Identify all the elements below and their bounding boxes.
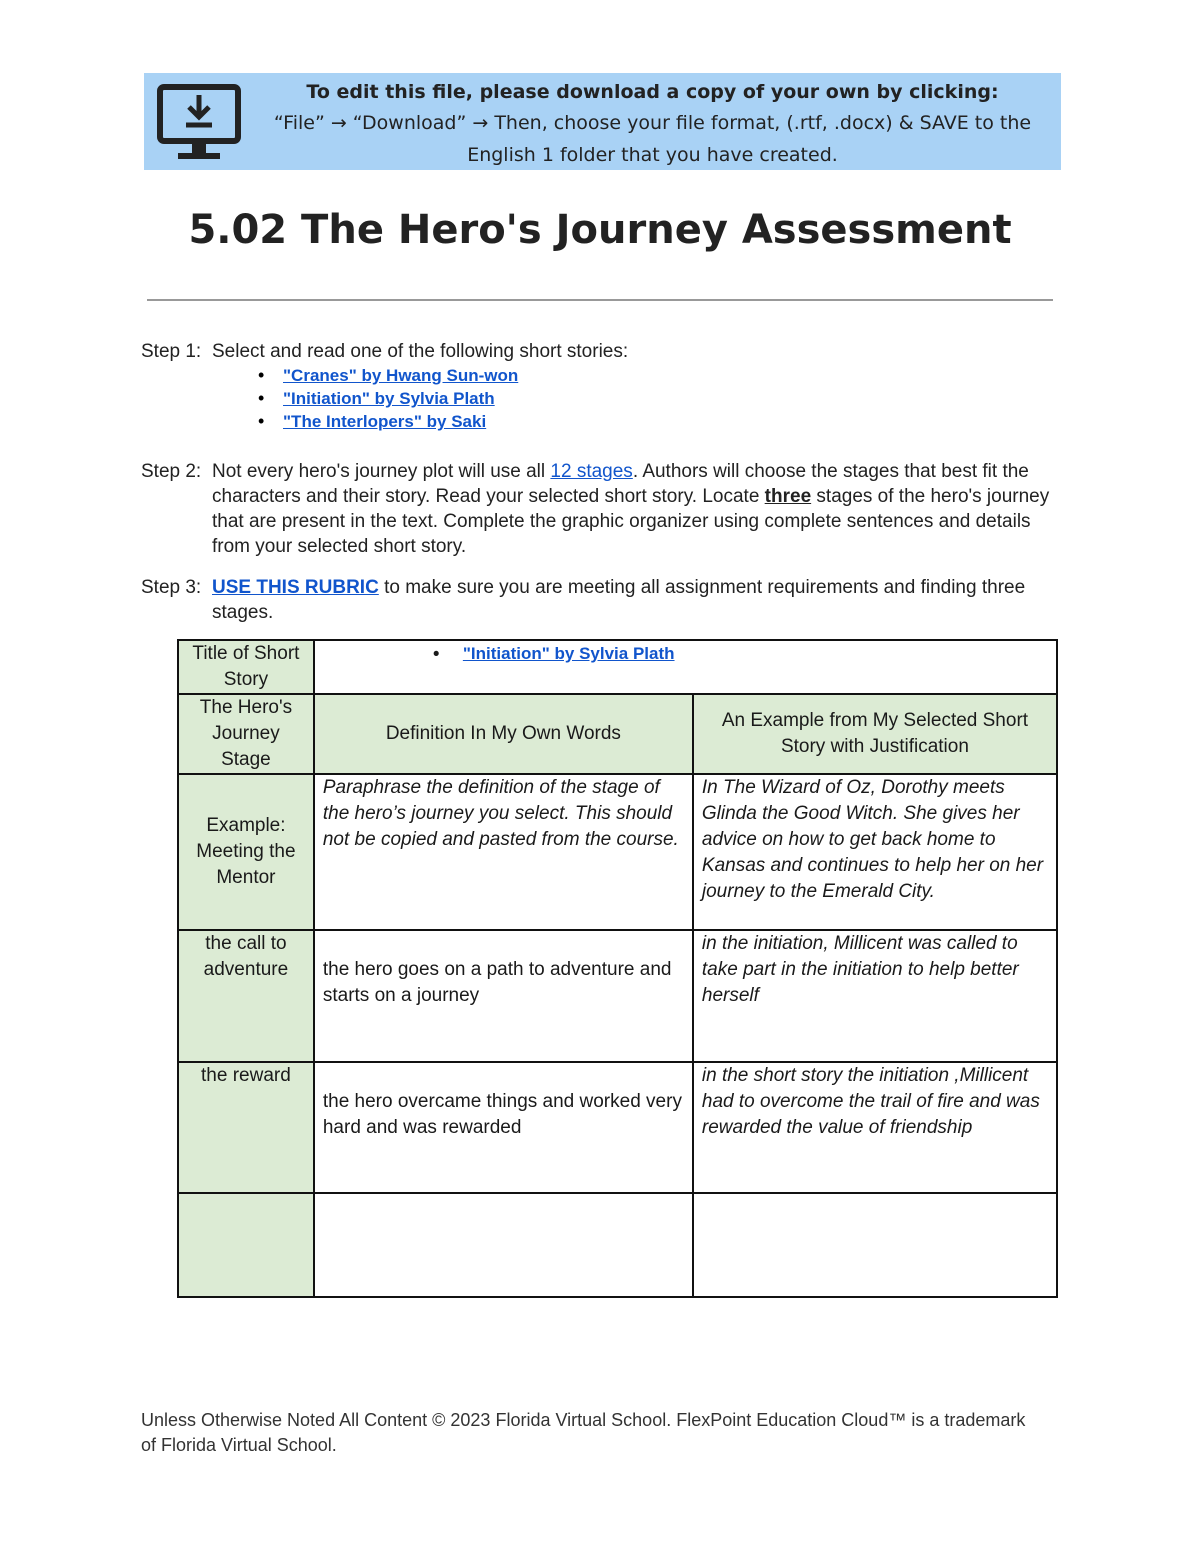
justification-cell[interactable] — [693, 1193, 1057, 1297]
table-row — [178, 1193, 1057, 1297]
step-3-text-rest: to make sure you are meeting all assignment requirements and finding three stages. — [212, 577, 1026, 623]
banner-line-1: To edit this file, please download a copy of your own by clicking: — [306, 81, 999, 103]
step-1 — [141, 339, 628, 364]
definition-cell[interactable]: the hero overcame things and worked very hard and was rewarded — [314, 1062, 693, 1193]
header-justification: An Example from My Selected Short Story with Justification — [693, 694, 1057, 774]
banner-line-3: English 1 folder that you have created. — [467, 144, 838, 166]
stage-cell[interactable] — [178, 1193, 314, 1297]
header-stage: The Hero's Journey Stage — [178, 694, 314, 774]
title-divider — [147, 299, 1053, 301]
stage-cell[interactable]: the call to adventure — [178, 930, 314, 1062]
step-2-text-pre: Not every hero's journey plot will use all — [212, 461, 551, 482]
table-row — [178, 930, 1057, 1062]
stage-cell[interactable]: the reward — [178, 1062, 314, 1193]
title-label-cell: Title of Short Story — [178, 640, 314, 694]
example-stage: Example: Meeting the Mentor — [178, 774, 314, 930]
table-row — [178, 1062, 1057, 1193]
list-item — [258, 364, 518, 387]
graphic-organizer-table — [177, 639, 1058, 1298]
step-2-label: Step 2: — [141, 461, 202, 482]
example-definition: Paraphrase the definition of the stage of the hero’s journey you select. This should not be copied and pasted from the course. — [314, 774, 693, 930]
step-2-text-post: stages of the hero's journey that are present in the text. Complete the graphic organizer using complete sentences and details from your selected short story. — [212, 486, 1050, 557]
list-item — [258, 387, 518, 410]
header-definition: Definition In My Own Words — [314, 694, 693, 774]
definition-cell[interactable] — [314, 1193, 693, 1297]
step-2 — [141, 459, 1056, 559]
twelve-stages-link[interactable]: 12 stages — [550, 461, 633, 482]
step-2-text — [141, 459, 1056, 559]
step-3-text — [141, 575, 1056, 625]
rubric-link[interactable]: USE THIS RUBRIC — [212, 577, 379, 598]
example-justification: In The Wizard of Oz, Dorothy meets Glinda the Good Witch. She gives her advice on how to get back home to Kansas and continues to help her on her journey to the Emerald City. — [693, 774, 1057, 930]
download-instructions-banner — [144, 73, 1061, 170]
story-list — [258, 364, 518, 433]
page-title: 5.02 The Hero's Journey Assessment — [188, 207, 1012, 253]
three-emphasis: three — [764, 486, 812, 507]
download-monitor-icon — [156, 81, 242, 163]
table-row-example — [178, 774, 1057, 930]
title-value-cell: • "Initiation" by Sylvia Plath — [314, 640, 1057, 694]
table-header-row — [178, 694, 1057, 774]
story-link-cranes[interactable]: "Cranes" by Hwang Sun-won — [283, 366, 519, 385]
copyright-footer: Unless Otherwise Noted All Content © 2023 Florida Virtual School. FlexPoint Education Cloud™ is a trademark of Florida Virtual School. — [141, 1410, 1026, 1455]
step-2-text-mid: . Authors will choose the stages that best fit the characters and their story. Read your selected short story. Locate — [212, 461, 1029, 507]
story-link-interlopers[interactable]: "The Interlopers" by Saki — [283, 412, 487, 431]
justification-cell[interactable]: in the short story the initiation ,Millicent had to overcome the trail of fire and was rewarded the value of friendship — [693, 1062, 1057, 1193]
table-row — [178, 640, 1057, 694]
step-3-label: Step 3: — [141, 577, 202, 598]
step-1-text: Select and read one of the following short stories: — [212, 341, 629, 362]
selected-story-link[interactable]: "Initiation" by Sylvia Plath — [462, 644, 675, 663]
definition-cell[interactable]: the hero goes on a path to adventure and starts on a journey — [314, 930, 693, 1062]
step-3 — [141, 575, 1056, 625]
justification-cell[interactable]: in the initiation, Millicent was called to take part in the initiation to help better herself — [693, 930, 1057, 1062]
banner-line-2: “File” → “Download” → Then, choose your file format, (.rtf, .docx) & SAVE to the — [273, 112, 1032, 134]
story-link-initiation[interactable]: "Initiation" by Sylvia Plath — [283, 389, 495, 408]
step-1-label: Step 1: — [141, 341, 202, 362]
list-item — [258, 410, 518, 433]
